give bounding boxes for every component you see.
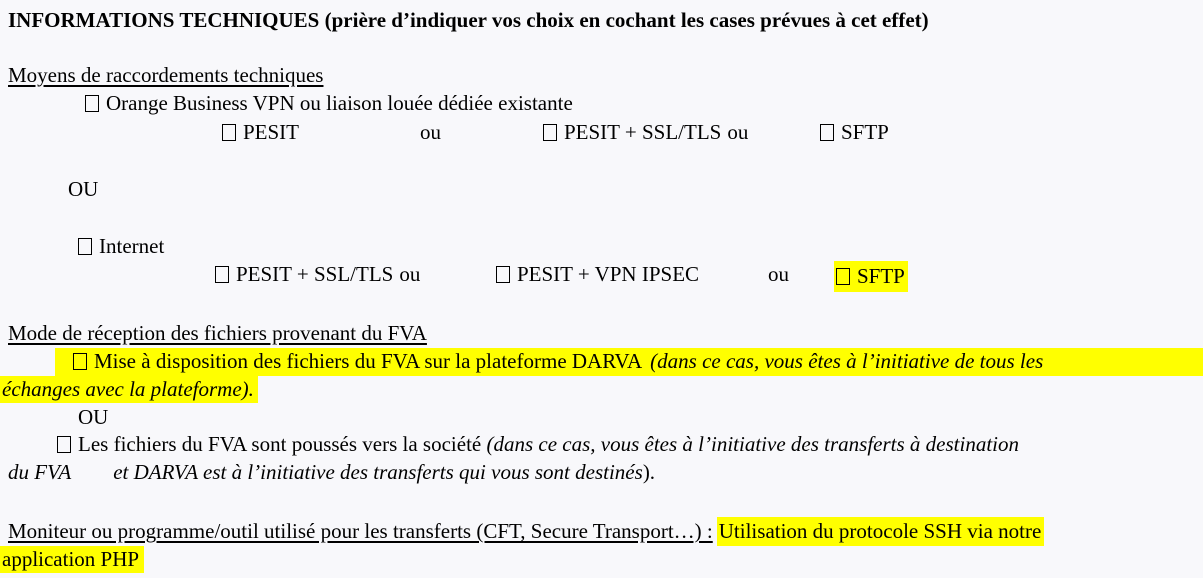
option-pesit-ipsec (496, 261, 699, 287)
ou-separator-big-1: OU (68, 177, 99, 201)
option-label-internet: Internet (99, 234, 165, 258)
option-label-sftp: SFTP (841, 120, 889, 144)
checkbox-pesit[interactable] (222, 124, 236, 141)
option-sftp-2-highlighted (834, 261, 908, 292)
option2-note-line2b: et DARVA est à l’initiative des transferts qui vous sont destinés (113, 460, 643, 484)
option1-note-line1: (dans ce cas, vous êtes à l’initiative de tous les (650, 349, 1044, 373)
ou-separator-small-3: ou (399, 262, 421, 286)
checkbox-pesit-ipsec[interactable] (496, 266, 510, 283)
section-heading-raccordements: Moyens de raccordements techniques (8, 63, 324, 87)
moniteur-value-continuation (0, 546, 144, 573)
checkbox-orange-vpn[interactable] (85, 95, 99, 112)
checkbox-sftp[interactable] (820, 124, 834, 141)
option-row-orange-vpn (85, 90, 573, 116)
moniteur-value-line1: Utilisation du protocole SSH via notre (717, 517, 1045, 546)
checkbox-pesit-ssl[interactable] (543, 124, 557, 141)
checkbox-mise-a-disposition[interactable] (73, 353, 87, 370)
ou-separator-small-4: ou (768, 262, 789, 286)
moniteur-value-line2: application PHP (2, 547, 140, 571)
checkbox-pesit-ssl-2[interactable] (215, 266, 229, 283)
ou-separator-small-1: ou (420, 120, 441, 144)
option-row-mise-a-disposition (55, 348, 1203, 376)
option-label-sftp-2: SFTP (857, 264, 905, 288)
ou-separator-big-2: OU (78, 405, 109, 429)
option-pesit (222, 119, 299, 145)
option-row-internet (78, 233, 164, 259)
checkbox-fichiers-pousses[interactable] (57, 436, 71, 453)
page-title: INFORMATIONS TECHNIQUES (prière d’indiquer vos choix en cochant les cases prévues à cet effet) (8, 8, 929, 32)
option-label-fichiers-pousses: Les fichiers du FVA sont poussés vers la société (78, 432, 487, 456)
option-pesit-ssl (543, 119, 748, 145)
option-label-orange-vpn: Orange Business VPN ou liaison louée dédiée existante (106, 91, 573, 115)
checkbox-sftp-2[interactable] (836, 268, 850, 285)
option-label-pesit-ssl: PESIT + SSL/TLS (564, 120, 722, 144)
ou-separator-small-2: ou (727, 120, 749, 144)
option-row-fichiers-pousses (57, 431, 1019, 457)
option2-note-line2a: du FVA (8, 460, 72, 484)
moniteur-row (8, 518, 1044, 544)
option-label-pesit-ipsec: PESIT + VPN IPSEC (517, 262, 700, 286)
moniteur-label: Moniteur ou programme/outil utilisé pour les transferts (CFT, Secure Transport…) : (8, 519, 713, 543)
checkbox-internet[interactable] (78, 238, 92, 255)
option1-note-continuation (0, 376, 258, 403)
option2-note-line1: (dans ce cas, vous êtes à l’initiative des transferts à destination (486, 432, 1019, 456)
option-sftp (820, 119, 889, 145)
option-label-pesit-ssl-2: PESIT + SSL/TLS (236, 262, 394, 286)
option2-note-close: ). (642, 460, 656, 484)
option-label-pesit: PESIT (243, 120, 300, 144)
option2-note-continuation (8, 459, 655, 485)
option-pesit-ssl-2 (215, 261, 420, 287)
section-heading-reception: Mode de réception des fichiers provenant du FVA (8, 321, 427, 345)
option1-note-line2: échanges avec la plateforme). (2, 377, 254, 401)
option-label-mise-a-disposition: Mise à disposition des fichiers du FVA sur la plateforme DARVA (94, 349, 643, 373)
